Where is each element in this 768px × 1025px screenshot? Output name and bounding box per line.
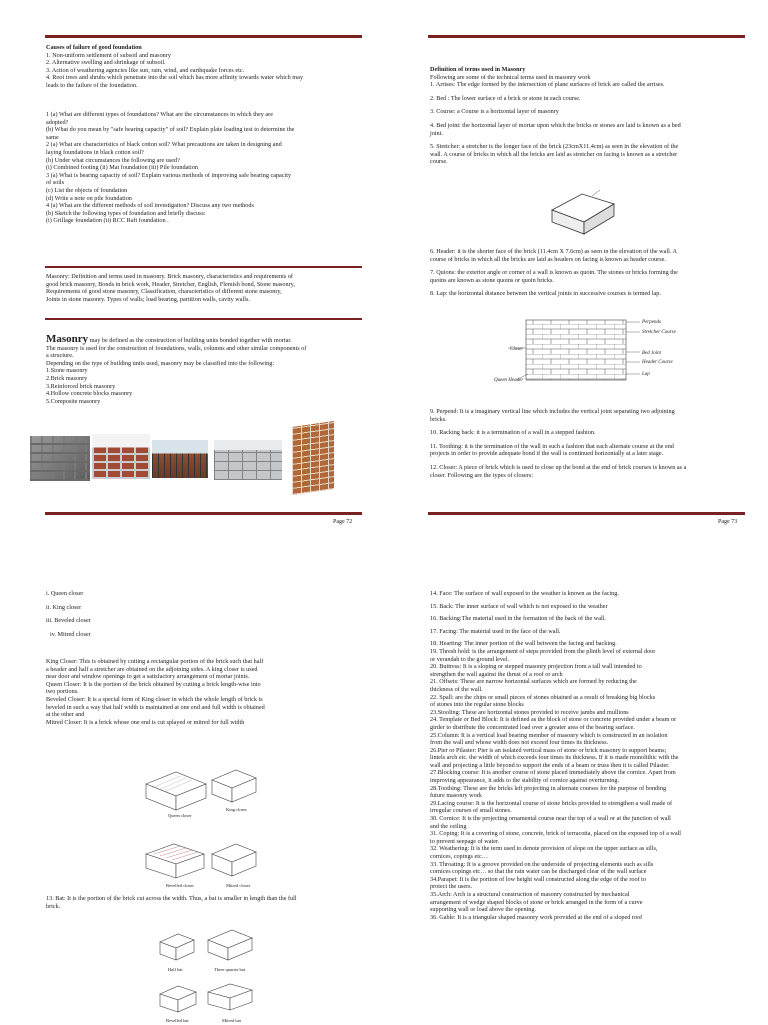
term-line: 31. Coping: It is a covering of stone, concrete, brick of terracotta, placed on the exposed top of a wall bbox=[430, 830, 682, 838]
syllabus-line: Masonry: Definition and terms used in masonry. Brick masonry, characteristics and requirements of bbox=[46, 273, 293, 280]
term-line: strengthen the wall against the thrust of a roof or arch bbox=[430, 670, 563, 678]
term-line: 30. Cornice: It is the projecting ornamental course near the top of a wall or at the junction of wall bbox=[430, 815, 671, 823]
brick-masonry-photo bbox=[92, 434, 150, 479]
term-line: 23.Stooling: These are horizontal stones provided to receive jambs and mullions bbox=[430, 708, 629, 716]
term-line: supporting wall or load above the opening. bbox=[430, 906, 537, 914]
closer-desc-line: at the other and bbox=[46, 711, 85, 719]
question-line: (c) List the objects of foundation bbox=[46, 186, 128, 194]
causes-title: Causes of failure of good foundation bbox=[46, 44, 142, 51]
term-line: 36. Gable: It is a triangular shaped masonry work provided at the end of a sloped roof bbox=[430, 913, 643, 921]
closer-type: iii. Beveled closer bbox=[46, 617, 91, 625]
question-line: 1 (a) What are different types of foundations? What are the circumstances in which they are bbox=[46, 111, 273, 118]
term-line: 27.Blocking course: It is another course of stone placed immediately above the cornice. Apart from bbox=[430, 769, 676, 777]
question-line: (b) Under what circumstances the following are used? bbox=[46, 156, 180, 164]
page-72-syllabus bbox=[46, 273, 364, 303]
diagram-label: Perpends bbox=[642, 320, 661, 325]
fig-label: King closer bbox=[226, 807, 247, 812]
term-line: of stones into the regular stone blocks bbox=[430, 701, 524, 709]
term-line: protect the users. bbox=[430, 883, 473, 891]
term-quoins: quoins are known as stone quoins or quoin bricks. bbox=[430, 276, 554, 284]
diagram-label: Lap bbox=[642, 372, 650, 377]
masonry-definition: may be defined as the construction of building units bonded together with mortar. bbox=[89, 337, 292, 344]
term-line: 24. Template or Bed Block: It is defined as the block of stone or concrete provided under a beam or bbox=[430, 716, 677, 724]
diagram-label: Header Course bbox=[642, 360, 673, 365]
page-73-top-rule bbox=[428, 35, 745, 38]
page-72-mid-rule-2 bbox=[45, 318, 362, 320]
page-72-top-rule bbox=[45, 35, 362, 38]
term-toothing: projects in order to provide adequate bond if the wall is continued horizontally at a later stage. bbox=[430, 450, 664, 458]
page-74-closer-list bbox=[46, 590, 246, 638]
syllabus-line: good brick masonry, Bonds in brick work, Header, Stretcher, English, Flemish bond, Stone masonry, bbox=[46, 280, 295, 288]
term-stretcher: course. bbox=[430, 158, 448, 166]
term-header: 6. Header: it is the shorter face of the brick (11.4cm X 7.6cm) as seen in the elevation of the wall. A bbox=[430, 248, 678, 255]
closer-desc-line: beveled in such a way that half width is maintained at one end and full width is obtained bbox=[46, 703, 265, 711]
term-line: 32. Weathering: It is the term used to denote provision of slope on the upper surface as sills, bbox=[430, 845, 658, 853]
cause-line: 4. Root trees and shrubs which penetrate into the soil which has more affinity towards water which may bbox=[46, 74, 303, 82]
page-72-mid-rule bbox=[45, 266, 362, 268]
cause-line: leads to the failure of the foundation. bbox=[46, 81, 138, 89]
closer-type: i. Queen closer bbox=[46, 590, 84, 597]
term-line: 21. Offsets: These are narrow horizontal surfaces which are formed by reducing the bbox=[430, 678, 637, 686]
reinforced-brick-photo bbox=[152, 440, 208, 478]
question-line: (b) What do you mean by "safe bearing capacity" of soil? Explain plate loading test to determine the bbox=[46, 126, 295, 134]
term-line: improving appearance, it adds to the stability of cornice against overturning. bbox=[430, 777, 620, 785]
cause-line: 2. Alternative swelling and shrinkage of subsoil. bbox=[46, 59, 166, 67]
term-line: 18. Hearting: The inner portion of the wall between the facing and backing. bbox=[430, 640, 617, 648]
term-stretcher: wall. A course of bricks in which all the bricks are laid as stretcher on facing is known as a stretcher bbox=[430, 150, 678, 158]
term-line: 26.Pier or Pilaster: Pier is an isolated vertical mass of stone or brick masonry to support beams; bbox=[430, 746, 667, 754]
masonry-type: 4.Hollow concrete blocks masonry bbox=[46, 390, 133, 398]
question-line: adopted? bbox=[46, 118, 69, 126]
cause-line: 3. Action of weathering agencies like sun, rain, wind, and earthquake forces etc. bbox=[46, 66, 245, 74]
term-lap: 8. Lap: the horizontal distance between the vertical joints in successive courses is termed lap. bbox=[430, 290, 661, 298]
question-line: of soils bbox=[46, 179, 65, 187]
closer-desc-line: two portions. bbox=[46, 688, 79, 696]
masonry-heading: Masonry bbox=[46, 333, 89, 345]
fig-label: Queen closer bbox=[168, 813, 192, 818]
term-face: 14. Face: The surface of wall exposed to the weather is known as the facing. bbox=[430, 590, 619, 597]
term-bat: 13. Bat: It is the portion of the brick cut across the width. Thus, a bat is smaller in length than the full bbox=[46, 895, 297, 902]
term-toothing: 11. Toothing: it is the termination of the wall in such a fashion that each alternate course at the end bbox=[430, 442, 674, 450]
question-line: 3 (a) What is bearing capacity of soil? Explain various methods of improving safe bearing capacity bbox=[46, 171, 292, 179]
page-73-title: Definition of terms used in Masonry bbox=[430, 66, 526, 73]
closer-type: ii. King closer bbox=[46, 603, 82, 611]
question-line: laying foundations in black cotton soil? bbox=[46, 148, 144, 156]
term-bed-joint: joint. bbox=[430, 129, 443, 137]
question-line: (d) Write a note on pile foundation bbox=[46, 194, 132, 202]
hollow-block-photo bbox=[214, 440, 282, 480]
term-line: 35.Arch: Arch is a structural construction of masonry constructed by mechanical bbox=[430, 890, 630, 898]
term-line: to prevent seepage of water. bbox=[430, 837, 500, 845]
composite-masonry-photo bbox=[292, 421, 334, 495]
question-line: (i) Grillage foundation (ii) RCC Raft foundation . bbox=[46, 217, 169, 225]
term-bed: 2. Bed : The lower surface of a brick or stone in each course. bbox=[430, 94, 581, 102]
page-73-intro: Following are some of the technical terms used in masonry work bbox=[430, 73, 591, 81]
question-line: (i) Combined footing (ii) Mat foundation (iii) Pile foundation bbox=[46, 164, 198, 172]
term-line: arrangement of wedge shaped blocks of stone or brick arranged in the form of a curve bbox=[430, 898, 643, 906]
term-racking-back: 10. Racking back: it is a termination of a wall in a stepped fashion. bbox=[430, 429, 596, 437]
masonry-line: Depending on the type of building units used, masonry may be classified into the following: bbox=[46, 359, 275, 367]
closer-desc-line: a header and half a stretcher are obtained on the adjoining sides. A king closer is used bbox=[46, 665, 258, 673]
closer-type: iv. Mitred closer bbox=[50, 630, 91, 638]
fig-label: Bevelled closer bbox=[166, 883, 194, 888]
term-line: irregular courses of small stones. bbox=[430, 807, 512, 815]
term-line: 33. Throating: It is a groove provided on the underside of projecting elements such as sills bbox=[430, 860, 654, 868]
closer-desc-line: Mitred Closer: It is a brick whose one end is cut splayed or mitred for full width bbox=[46, 718, 245, 726]
stone-masonry-photo bbox=[30, 436, 90, 481]
page-73-bottom-rule bbox=[428, 512, 745, 515]
term-line: 20. Buttress: It is a sloping or stepped masonry projection from a tall wall intended to bbox=[430, 663, 642, 671]
term-line: 34.Parapet: It is the portion of low height wall constructed along the edge of the roof to bbox=[430, 875, 646, 883]
term-bed-joint: 4. Bed joint: the horizontal layer of mortar upon which the bricks or stones are laid is known as a bed bbox=[430, 121, 681, 129]
term-line: 22. Spall: are the chips or small pieces of stones obtained as a result of breaking big blocks bbox=[430, 693, 656, 701]
term-bat: brick. bbox=[46, 902, 61, 910]
term-line: 29.Lacing course: It is the horizontal course of stone bricks provided to strengthen a wall made of bbox=[430, 799, 673, 807]
term-line: wall and projecting a little beyond to support the ends of a beam or truss then it is called Pilaster. bbox=[430, 761, 670, 769]
page-75-terms bbox=[430, 590, 746, 921]
term-line: 19. Thresh hold: is the arrangement of steps provided from the plinth level of external door bbox=[430, 647, 656, 655]
term-back: 15. Back: The inner surface of wall which is not exposed to the weather bbox=[430, 602, 608, 610]
term-perpend: bricks. bbox=[430, 415, 447, 423]
closer-desc-line: Beveled Closer: It is a special form of King closer in which the whole length of brick is bbox=[46, 695, 263, 703]
page-73-terms-b bbox=[430, 248, 746, 298]
page-72-bottom-rule bbox=[45, 512, 362, 515]
fig-label: Mitred closer bbox=[226, 883, 251, 888]
question-line: same bbox=[46, 133, 59, 141]
term-facing: 17. Facing: The material used in the face of the wall. bbox=[430, 627, 561, 635]
masonry-type: 2.Brick masonry bbox=[46, 374, 88, 382]
term-line: 28.Toothing: These are the bricks left projecting in alternate courses for the purpose of bonding bbox=[430, 784, 667, 792]
term-quoins: 7. Quions: the exterior angle or corner of a wall is known as quoin. The stones or bricks forming the bbox=[430, 269, 678, 277]
syllabus-line: Joints in stone masonry. Types of walls; load bearing, partition walls, cavity walls. bbox=[46, 295, 250, 303]
masonry-line: The masonry is used for the construction of foundations, walls, columns and other similar components of bbox=[46, 344, 307, 352]
masonry-type: 3.Reinforced brick masonry bbox=[46, 382, 116, 390]
term-line: lintels arch etc. the width of which exceeds four times its thickness. If it is made monolithic with the bbox=[430, 754, 679, 762]
fig-label: Three quarter bat bbox=[214, 967, 245, 972]
page-74-closer-desc bbox=[46, 658, 364, 726]
term-stretcher: 5. Stretcher: a stretcher is the longer face of the brick (23cmX11.4cm) as seen in the elevation of the bbox=[430, 143, 679, 151]
closer-desc-line: King Closer: This is obtained by cutting a rectangular portion of the brick such that half bbox=[46, 658, 264, 665]
term-header: course of bricks in which all the bricks are laid as headers on facing is known as header course. bbox=[430, 255, 666, 263]
diagram-label: Bed Joint bbox=[642, 351, 662, 356]
term-line: thickness of the wall. bbox=[430, 685, 483, 693]
term-line: future masonry work bbox=[430, 792, 482, 800]
term-arrises: 1. Arrises: The edge formed by the intersection of plane surfaces of brick are called the arrises. bbox=[430, 81, 665, 89]
term-line: or verandah to the ground level. bbox=[430, 655, 510, 663]
closer-desc-line: near door and window openings to get a satisfactory arrangement of mortar joints. bbox=[46, 673, 250, 681]
diagram-label: Queen Header bbox=[494, 378, 524, 383]
term-line: girder to distribute the concentrated load over a greater area of the bearing surface. bbox=[430, 723, 635, 731]
masonry-type: 5.Composite masonry bbox=[46, 397, 101, 405]
fig-label: Mitred bat bbox=[222, 1018, 241, 1023]
term-line: and the ceiling bbox=[430, 822, 467, 830]
closer-desc-line: Queen Closer: It is the portion of the brick obtained by cutting a brick length-wise into bbox=[46, 680, 261, 688]
closers-figure-1 bbox=[140, 758, 260, 828]
page-72-causes bbox=[46, 44, 364, 90]
fig-label: Half bat bbox=[168, 967, 183, 972]
question-line: (b) Sketch the following types of foundation and briefly discuss: bbox=[46, 209, 206, 217]
term-line: cornices copings etc… so that the rain water can be discharged clear of the wall surface bbox=[430, 868, 647, 876]
page-72-masonry bbox=[46, 333, 364, 405]
question-line: 4 (a) What are the different methods of soil investigation? Discuss any two methods bbox=[46, 202, 254, 210]
question-line: 2 (a) What are characteristics of black cotton soil? What precautions are taken in designing and bbox=[46, 141, 282, 149]
masonry-line: a structure. bbox=[46, 352, 74, 360]
page-73-terms-c bbox=[430, 408, 746, 479]
syllabus-line: Requirements of good stone masonry, Classification, characteristics of different stone masonry, bbox=[46, 288, 282, 296]
term-line: 25.Column: It is a vertical load bearing member of masonry which is constructed in an isolation bbox=[430, 731, 668, 739]
fig-label: Bevelled bat bbox=[166, 1018, 189, 1023]
masonry-type: 1.Stone masonry bbox=[46, 367, 88, 375]
term-line: cornices, copings etc… bbox=[430, 853, 488, 860]
term-closer: closer. Following are the types of closers: bbox=[430, 471, 533, 479]
diagram-label: Closer bbox=[510, 347, 524, 352]
term-perpend: 9. Perpend: It is a imaginary vertical line which includes the vertical joint separating two adjoining bbox=[430, 408, 675, 415]
term-line: from the wall and whose width does not exceed four times its thickness. bbox=[430, 739, 609, 747]
page-74-bat bbox=[46, 895, 364, 910]
page-73-terms-a bbox=[430, 66, 746, 166]
page-72-questions bbox=[46, 111, 364, 225]
term-course: 3. Course: a Course is a horizontal layer of masonry bbox=[430, 108, 559, 116]
cause-line: 1. Non-uniform settlement of subsoil and masonry bbox=[46, 51, 171, 59]
page-72-number: Page 72 bbox=[333, 519, 353, 525]
brick-sketch bbox=[548, 180, 620, 236]
term-closer: 12. Closer: A piece of brick which is used to close up the bond at the end of brick courses is known as a bbox=[430, 463, 687, 471]
diagram-label: Stretcher Course bbox=[642, 330, 676, 335]
page-73-number: Page 73 bbox=[718, 519, 738, 525]
term-backing: 16. Backing:The material used in the formation of the back of the wall. bbox=[430, 615, 606, 623]
